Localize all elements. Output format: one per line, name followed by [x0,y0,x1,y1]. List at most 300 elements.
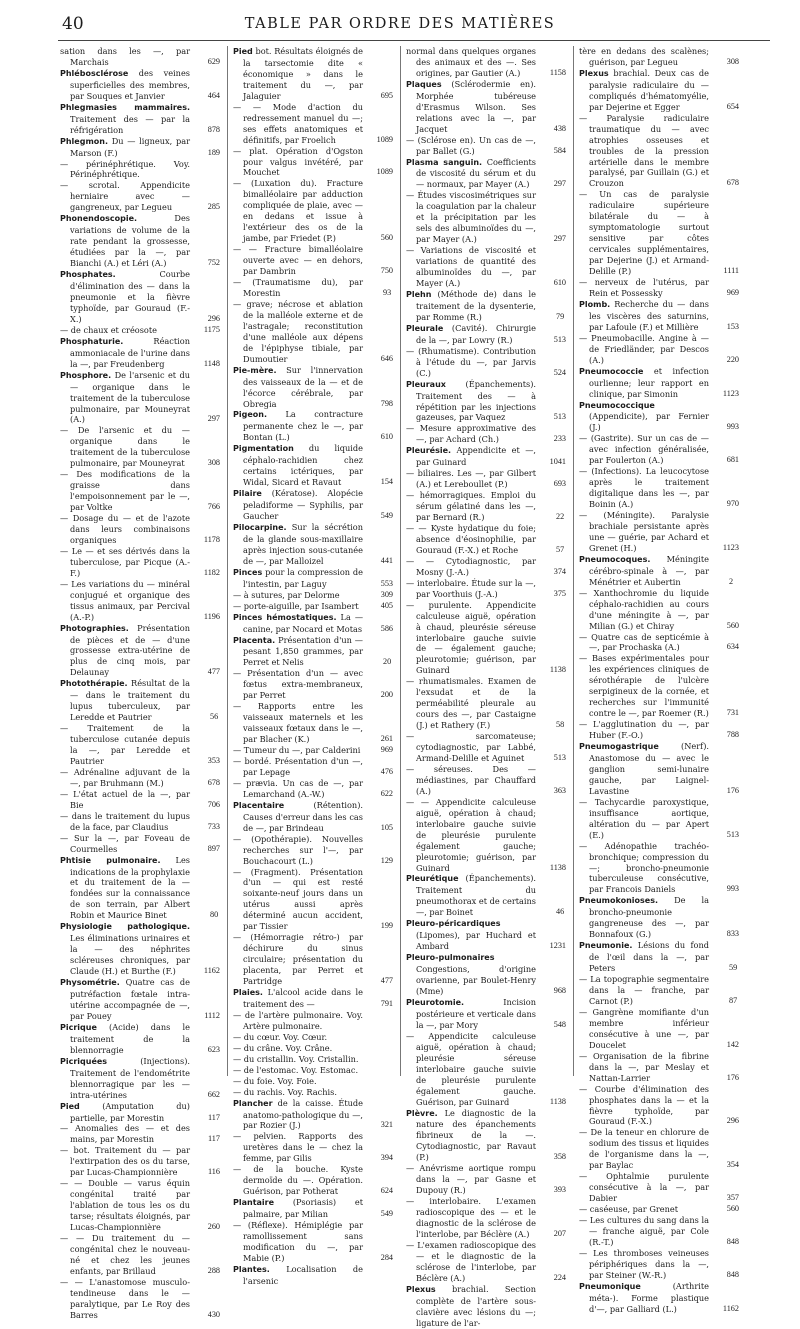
entry-text: (Nerf). Anastomose du — avec le ganglion semi-lunaire gauche, par Laignel-Lavastine [589,741,709,796]
entry-page-number: 584 [553,145,566,155]
index-entry [406,1030,566,1108]
entry-text: — L'examen radioscopique des — et le diagnostic de la sclérose de l'interlobe, par Béclère (A.) [406,1239,536,1283]
entry-page-number: 308 [207,458,220,468]
index-entry [233,600,393,612]
entry-text: — périnéphrétique. Voy. Périnéphrétique. [60,158,190,180]
entry-page-number: 393 [553,1185,566,1195]
entry-text: — (Méningite). Paralysie brachiale persistante après une — guérie, par Achard et Grenet (H.) [579,510,709,553]
entry-page-number: 464 [207,90,220,100]
entry-text: — — Fracture bimalléolaire ouverte avec — en dehors, par Dambrin [233,244,363,277]
index-entry: — La topographie segmentaire dans la — franche, par Carnot (P.) 87 [579,974,738,1006]
entry-heading: Pleurotomie. [406,997,465,1007]
entry-page-number: 1112 [204,1010,220,1020]
entry-heading: Pilaire [233,489,262,499]
entry-text: bot. Résultats éloignés de la tarsectomie dite « économique » dans le traitement du —, par Jalaguier [243,46,363,101]
index-entry [60,1123,220,1145]
entry-text: — Tumeur du —, par Calderini [233,745,361,756]
entry-page-number: 357 [726,1193,739,1203]
entry-page-number: 681 [726,455,739,465]
entry-page-number: 695 [380,90,393,100]
index-entry [233,178,393,244]
entry-text: Présentation de pièces et de — d'une grossesse extra-utérine de plus de cinq mois, par Delaunay [70,622,190,678]
entry-page-number: 296 [207,313,220,323]
index-entry [60,1055,220,1101]
index-entry [60,788,220,811]
entry-page-number: 969 [726,287,739,297]
entry-text: — du foie. Voy. Foie. [233,1075,317,1086]
entry-heading: Phlegmon. [60,136,109,146]
entry-page-number: 848 [726,1236,739,1246]
entry-heading: Pneumonique [579,1281,641,1291]
entry-page-number: 1196 [203,611,220,621]
entry-text: La — canine, par Nocard et Motas [243,611,364,634]
entry-text: Recherche du — dans les viscères des saturnins, par Lafoule (F.) et Millière [589,298,709,332]
index-entry [233,987,393,1010]
entry-heading: Pneumogastrique [579,742,659,752]
entry-text: — Les thromboses veineuses périphériques dans la —, par Steiner (W.-R.) [579,1247,709,1280]
entry-text: — La topographie segmentaire dans la — franche, par Carnot (P.) [579,974,709,1006]
entry-page-number: 752 [207,258,220,268]
entry-page-number: 878 [207,124,220,134]
entry-page-number: 430 [207,1309,220,1319]
index-entry [60,977,220,1022]
entry-text: — (Sclérose en). Un cas de —, par Ballet (G.) [406,134,536,156]
entry-page-number: 308 [726,56,739,66]
entry-page-number: 646 [380,353,393,363]
entry-text: (Méthode de) dans le traitement de la dysenterie, par Romme (R.) [416,288,536,322]
page-title: TABLE PAR ORDRE DES MATIÈRES [244,16,556,32]
entry-page-number: 549 [380,511,393,521]
index-entry: Photothérapie. Résultat de la — dans le traitement du lupus tuberculeux, par Leredde et Pautrier 56 [60,678,219,723]
index-entry [406,345,566,379]
entry-page-number: 105 [380,822,393,832]
index-entry [60,810,220,833]
entry-heading: Phlébosclérose [60,68,129,78]
entry-page-number: 441 [380,555,393,565]
entry-text: — Paralysie radiculaire traumatique du — avec atrophies osseuses et troubles de la pression artérielle dans le membre paralysé, par Guillain (G.) et Crouzon [579,112,709,189]
index-entry [406,555,566,578]
entry-text: — rhumatismales. Examen de l'exsudat et de la perméabilité pleurale au cours des —, par Castaigne (J.) et Rathery (F.) [406,676,536,731]
index-entry [579,365,739,400]
entry-page-number: 309 [380,589,393,599]
index-entry [233,244,393,277]
index-column-3 [406,46,566,1328]
entry-text: — Dosage du — et de l'azote dans leurs combinaisons organiques [60,513,190,545]
index-entry [406,796,566,874]
entry-text: — De la teneur en chlorure de sodium des tissus et liquides de l'organisme dans la —, par Baylac [579,1127,709,1171]
index-entry [406,190,566,245]
entry-page-number: 220 [726,354,739,364]
entry-page-number: 176 [726,785,739,795]
entry-text: — Mesure approximative des —, par Achard (Ch.) [406,423,536,445]
entry-page-number: 477 [380,976,393,986]
index-entry: Pleurétique (Épanchements). Traitement du pneumothorax et de certains —, par Boinet 46 [406,873,565,918]
index-entry [60,180,220,213]
entry-text: — bordé. Présentation d'un —, par Lepage [233,756,363,777]
entry-heading: Pleuro-pulmonaires [406,953,495,963]
entry-heading: Pleurale [406,323,444,333]
entry-text: Lésions du fond de l'œil dans la —, par Peters [589,940,709,974]
entry-page-number: 513 [726,829,739,839]
entry-page-number: 1148 [203,358,220,368]
entry-page-number: 678 [726,178,739,188]
entry-text: brachial. Deux cas de paralysie radiculaire du — compliqués d'hématomyélie, par Dejerine et Egger [589,67,709,112]
index-entry [406,445,566,468]
entry-text: — Xanthochromie du liquide céphalo-rachidien au cours d'une méningite à —, par Milian (G.) et Chiray [579,587,709,631]
entry-page-number: 766 [207,502,220,512]
entry-text: — De l'arsenic et du — organique dans le traitement de la tuberculose pulmonaire, par Mouneyrat [60,425,190,469]
entry-text: Les indications de la prophylaxie et du traitement de la — fondées sur la connaissance de son terrain, par Albert Robin et Maurice Binet [70,854,190,921]
index-entry [406,599,566,677]
index-entry [579,1171,739,1204]
entry-page-number: 1138 [549,1096,566,1106]
entry-heading: Phonendoscopie. [60,214,138,224]
index-entry [406,1107,566,1164]
entry-text: — (Rhumatisme). Contribution à l'étude du —, par Jarvis (C.) [406,345,536,378]
entry-text: (Injections). Traitement de l'endométrite blennorragique par les — intra-utérines [70,1055,190,1100]
entry-text: — Gangrène momifiante d'un membre inférieur consécutive à une —, par Doucelet [579,1006,709,1050]
index-entry [406,1196,566,1240]
entry-page-number: 623 [207,1044,220,1054]
index-entry [579,46,739,68]
entry-page-number: 733 [207,821,220,831]
entry-page-number: 1162 [203,966,220,976]
entry-text: — Des modifications de la graisse dans l'empoisonnement par le —, par Voltke [60,469,190,513]
entry-text: — L'agglutination du —, par Huber (F.-O.) [579,719,709,741]
entry-heading: Physiologie pathologique. [60,922,190,932]
entry-text: — — Kyste hydatique du foie; absence d'éosinophilie, par Gouraud (F.-X.) et Roche [406,522,536,555]
entry-text: — Anévrisme aortique rompu dans la —, par Gasne et Dupouy (R.) [406,1163,536,1196]
index-entry [579,1204,739,1215]
entry-page-number: 1089 [376,134,393,144]
entry-text: — Un cas de paralysie radiculaire supérieure bilatérale du — à symptomatologie surtout sensitive par côtes cervicales supplémentaires, par Dejerine (J.) et Armand-Delille (P.) [579,189,709,277]
entry-text: — de la bouche. Kyste dermoïde du —. Opération. Guérison, par Potherat [233,1164,363,1197]
index-entry [579,653,739,719]
index-entry: — rhumatismales. Examen de l'exsudat et de la perméabilité pleurale au cours des —, par Castaigne (J.) et Rathery (F.) 58 [406,676,565,731]
entry-page-number: 1158 [549,67,566,77]
index-entry [406,245,566,289]
index-entry [233,1131,393,1164]
entry-page-number: 117 [208,1112,220,1122]
entry-page-number: 968 [553,986,566,996]
index-entry [233,668,393,701]
entry-text: pour la compression de l'intestin, par Laguy [243,566,363,589]
entry-page-number: 358 [553,1152,566,1162]
entry-heading: Placentaire [233,800,285,810]
index-entry [406,577,566,600]
index-entry [233,364,393,410]
index-entry [406,996,566,1031]
entry-text: Les éliminations urinaires et la — des néphrites scléreuses chroniques, par Claude (H.) et Burthe (F.) [70,933,190,977]
entry-text: (Arthrite méta-). Forme plastique d'—, par Galliard (L.) [589,1280,709,1314]
index-entry: Pneumocoques. Méningite cérébro-spinale à —, par Ménétrier et Aubertin 2 [579,553,734,587]
index-entry [406,46,566,79]
index-entry [406,322,566,346]
entry-text: (Rétention). Causes d'erreur dans les cas de —, par Brindeau [243,799,363,833]
entry-text: (Épanchements). Traitement du pneumothorax et de certains —, par Boinet [416,873,536,918]
entry-page-number: 129 [380,855,393,865]
entry-page-number: 629 [207,56,220,66]
entry-text: sation dans les —, par Marchais [60,46,190,67]
index-entry [233,298,393,365]
entry-page-number: 788 [726,730,739,740]
entry-text: — de chaux et créosote [60,324,157,335]
entry-text: — Variations de viscosité et variations de quantité des albuminoïdes du —, par Mayer (A.) [406,245,536,289]
entry-heading: Pneumokonioses. [579,896,659,906]
index-entry [233,1220,393,1264]
index-entry [233,1064,393,1076]
index-entry [579,277,739,299]
entry-page-number: 1041 [549,457,566,467]
entry-page-number: 297 [553,234,566,244]
entry-text: (Cavité). Chirurgie de la —, par Lowry (R.) [416,322,536,345]
entry-text: — hémorragiques. Emploi du sérum gélatiné dans les —, par Bernard (R.) [406,490,536,523]
entry-page-number: 634 [726,642,739,652]
entry-text: — pelvien. Rapports des uretères dans le — chez la femme, par Gilis [233,1131,363,1164]
entry-page-number: 524 [553,367,566,377]
index-entry [579,298,739,333]
entry-text: — séreuses. Des — médiastines, par Chauffard (A.) [406,763,536,796]
index-entry [60,1100,220,1124]
index-entry [233,1263,393,1287]
entry-text: et infection ourlienne; leur rapport en clinique, par Simonin [589,365,709,399]
entry-page-number: 622 [380,788,393,798]
entry-text: — dans le traitement du lupus de la face, par Claudius [60,810,190,832]
index-entry [406,378,566,424]
entry-text: — (Opothérapie). Nouvelles recherches sur l'—, par Bouchacourt (L.) [233,833,363,866]
index-entry [60,832,220,855]
index-entry [233,1053,393,1065]
index-entry [60,102,220,136]
entry-text: — — Appendicite calculeuse aiguë, opération à chaud; interlobaire gauche suivie de pleurésie purulente également gauche; pleurotomie; guérison, par Guinard [406,796,536,873]
entry-text: — (Gastrite). Sur un cas de — avec infection généralisée, par Foulerton (A.) [579,433,709,466]
entry-text: brachial. Section complète de l'artère sous-clavière avec lésions du —; ligature de l'ar- [416,1283,537,1328]
entry-page-number: 586 [380,623,393,633]
entry-text: (Psoriasis) et palmaire, par Milian [243,1197,364,1220]
entry-page-number: 176 [726,1072,739,1082]
entry-text: du liquide céphalo-rachidien chez certains ictériques, par Widal, Sicard et Ravaut [243,443,363,488]
entry-text: Des variations de volume de la rate pendant la grossesse, étudiées par la —, par Bianchi (A.) et Léri (A.) [70,213,190,269]
index-entry [579,433,739,466]
entry-heading: Pleurésie. [406,446,452,456]
index-entry [579,719,739,741]
index-entry: — — Kyste hydatique du foie; absence d'éosinophilie, par Gouraud (F.-X.) et Roche 57 [406,522,565,555]
entry-text: — Bases expérimentales pour les expériences cliniques de sérothérapie de l'ulcère serpigineux de la cornée, et recherches sur l'immunité contre le —, par Roemer (R.) [579,653,709,719]
index-entry [60,213,220,269]
column-divider [573,46,574,1076]
entry-page-number: 1123 [722,388,739,398]
index-entry [233,521,393,567]
entry-page-number: 142 [726,1039,739,1049]
entry-text: — (Fragment). Présentation d'un — qui est resté soixante-neuf jours dans un utérus aussi après déterminé aucun accident, par Tissier [233,866,363,932]
entry-text: — Les variations du — minéral conjugué et organique des tissus animaux, par Percival (A.-P.) [60,578,190,622]
entry-heading: Plexus [579,68,609,78]
entry-text: — Pneumobacille. Angine à — de Friedländer, par Descos (A.) [579,332,709,365]
entry-text: — Courbe d'élimination des phosphates dans la — et la fièvre typhoïde, par Gouraud (F.-X.) [579,1083,709,1127]
entry-page-number: 116 [208,1167,220,1177]
entry-text: des veines superficielles des membres, par Souques et Janvier [70,67,190,101]
index-entry [579,112,739,190]
entry-heading: Phtisie pulmonaire. [60,855,161,865]
entry-text: Réaction ammoniacale de l'urine dans la —, par Freudenberg [70,335,190,369]
index-entry [233,1097,393,1132]
entry-text: normal dans quelques organes des animaux et des —. Ses origines, par Gautier (A.) [406,46,536,78]
entry-page-number: 207 [553,1228,566,1238]
entry-text: — sarcomateuse; cytodiagnostic, par Labbé, Armand-Delille et Aguinet [406,731,536,763]
entry-text: — prævia. Un cas de —, par Lemarchand (A.-W.) [233,777,363,799]
entry-page-number: 560 [726,1204,739,1214]
entry-heading: Plèvre. [406,1108,438,1118]
entry-heading: Plantes. [233,1264,270,1274]
index-entry [406,1239,566,1284]
entry-text: tère en dedans des scalènes; guérison, par Legueu [579,46,709,67]
entry-page-number: 233 [553,434,566,444]
entry-heading: Phlegmasies mammaires. [60,102,190,112]
entry-text: — (Traumatisme du), par Morestin [233,277,363,298]
entry-page-number: 1175 [203,324,220,334]
entry-page-number: 405 [380,600,393,610]
entry-text: (Épanchements). Traitement des — à répétition par les injections gazeuses, par Vaquez [416,378,536,423]
entry-page-number: 297 [207,414,220,424]
index-entry [60,335,220,370]
entry-heading: Plehn [406,289,432,299]
index-entry: Phtisie pulmonaire. Les indications de la prophylaxie et du traitement de la — fondées sur la connaissance de son terrain, par Albert Robin et Maurice Binet 80 [60,854,219,921]
entry-text: — du rachis. Voy. Rachis. [233,1086,337,1097]
entry-text: — scrotal. Appendicite herniaire avec — gangreneux, par Legueu [60,180,190,213]
index-entry [233,833,393,867]
index-entry [579,631,739,654]
entry-text: — de l'estomac. Voy. Estomac. [233,1064,359,1075]
entry-page-number: 285 [207,202,220,212]
index-entry [406,1163,566,1196]
entry-text: — du cœur. Voy. Cœur. [233,1031,328,1042]
index-entry [579,796,739,841]
entry-page-number: 189 [207,147,220,157]
entry-page-number: 833 [726,929,739,939]
entry-text: — — L'anastomose musculo-tendineuse dans le — paralytique, par Le Roy des Barres [60,1276,190,1320]
entry-page-number: 224 [553,1272,566,1282]
entry-text: Sur la sécrétion de la glande sous-maxillaire après injection sous-cutanée de —, par Malloizel [243,521,363,566]
entry-text: Le diagnostic de la nature des épanchements fibrineux de la —. Cytodiagnostic, par Ravaut (P.) [416,1107,536,1163]
entry-heading: Pinces hémostatiques. [233,612,337,622]
index-entry [579,466,739,510]
entry-text: — porte-aiguille, par Isambert [233,600,359,611]
entry-text: La contracture permanente chez le —, par Bontan (L.) [243,409,363,443]
index-entry [579,1127,739,1171]
index-entry [60,921,220,977]
entry-heading: Pied [60,1101,80,1111]
entry-heading: Pleuro-péricardiques [406,919,501,929]
entry-text: Résultat de la — dans le traitement du lupus tuberculeux, par Leredde et Pautrier [70,678,191,723]
entry-page-number: 610 [380,432,393,442]
entry-page-number: 375 [553,588,566,598]
entry-heading: Pneumocoques. [579,554,651,564]
index-entry [233,46,393,102]
entry-text: — Anomalies des — et des mains, par Morestin [60,1123,190,1145]
index-entry [579,741,739,797]
column-divider [227,46,228,1076]
entry-page-number: 1089 [376,167,393,177]
index-entry [60,46,220,68]
index-entry: — (Traumatisme du), par Morestin 93 [233,277,392,298]
entry-text: Congestions, d'origine ovarienne, par Boulet-Henry (Mme) [416,964,536,997]
index-entry [406,918,566,952]
entry-page-number: 374 [553,566,566,576]
entry-text: — interlobaire. Étude sur la —, par Voorthuis (J.-A.) [406,577,536,599]
index-entry [233,409,393,443]
index-entry [406,423,566,445]
entry-text: Localisation de l'arsenic [243,1263,363,1286]
entry-text: — du cristallin. Voy. Cristallin. [233,1053,359,1064]
entry-page-number: 897 [207,843,220,853]
entry-page-number: 153 [726,321,739,331]
index-entry [233,701,393,745]
entry-page-number: 654 [726,101,739,111]
index-entry [233,145,393,179]
index-entry [406,468,566,490]
index-entry [579,1215,739,1248]
index-entry [406,1283,566,1329]
entry-page-number: 353 [207,756,220,765]
entry-heading: Picrique [60,1022,97,1032]
entry-page-number: 260 [207,1222,220,1232]
entry-page-number: 117 [208,1134,220,1144]
index-entry [233,799,393,834]
entry-heading: Plasma sanguin. [406,157,483,167]
page-number: 40 [62,14,84,34]
entry-text: — (Hémorragie rétro-) par déchirure du sinus circulaire; présentation du placenta, par Perret et Partridge [233,932,363,987]
entry-text: Méningite cérébro-spinale à —, par Ménétrier et Aubertin [589,553,709,587]
entry-page-number: 969 [380,745,393,755]
index-entry [233,101,393,146]
entry-text: — plat. Opération d'Ogston pour valgus invétéré, par Mouchet [233,145,363,178]
entry-heading: Photothérapie. [60,679,128,689]
entry-page-number: 513 [553,334,566,344]
entry-text: — Études viscosimétriques sur la coagulation par la chaleur et la précipitation par les sels des albuminoïdes du —, par Mayer (A.) [406,190,536,245]
entry-text: — Le — et ses dérivés dans la tuberculose, par Picque (A.-F.) [60,545,190,578]
entry-text: de la caisse. Étude anatomo-pathologique du —, par Rozier (J.) [243,1097,363,1131]
index-entry [579,840,739,896]
index-entry [60,545,220,579]
entry-heading: Pied [233,47,253,56]
index-column-2 [233,46,393,1286]
index-column-1 [60,46,220,1320]
entry-text: — Présentation d'un — avec fœtus extra-membraneux, par Perret [233,668,363,701]
entry-text: Sur l'innervation des vaisseaux de la — et de l'écorce cérébrale, par Obregia [243,364,364,409]
index-entry [60,723,220,767]
index-entry [60,425,220,469]
index-entry [60,622,220,679]
entry-heading: Pleurétique [406,874,459,884]
entry-page-number: 848 [726,1269,739,1279]
header-rule [58,40,770,41]
index-entry [233,566,393,590]
index-entry [579,189,739,277]
index-entry [579,1006,739,1051]
entry-text: Appendicite et —, par Guinard [416,445,537,468]
entry-page-number: 1182 [203,567,220,577]
entry-text: — grave; nécrose et ablation de la malléole externe et de l'astragale; reconstitution d'une malléole aux dépens de l'épiphyse tibiale, par Dumoutier [233,298,363,364]
entry-page-number: 261 [380,734,393,744]
entry-page-number: 553 [380,578,393,588]
index-entry [233,589,393,601]
entry-page-number: 513 [553,753,566,762]
index-entry [60,1232,220,1277]
entry-page-number: 199 [380,921,393,931]
entry-heading: Pinces [233,567,263,577]
entry-page-number: 560 [726,620,739,630]
entry-page-number: 476 [380,766,393,776]
